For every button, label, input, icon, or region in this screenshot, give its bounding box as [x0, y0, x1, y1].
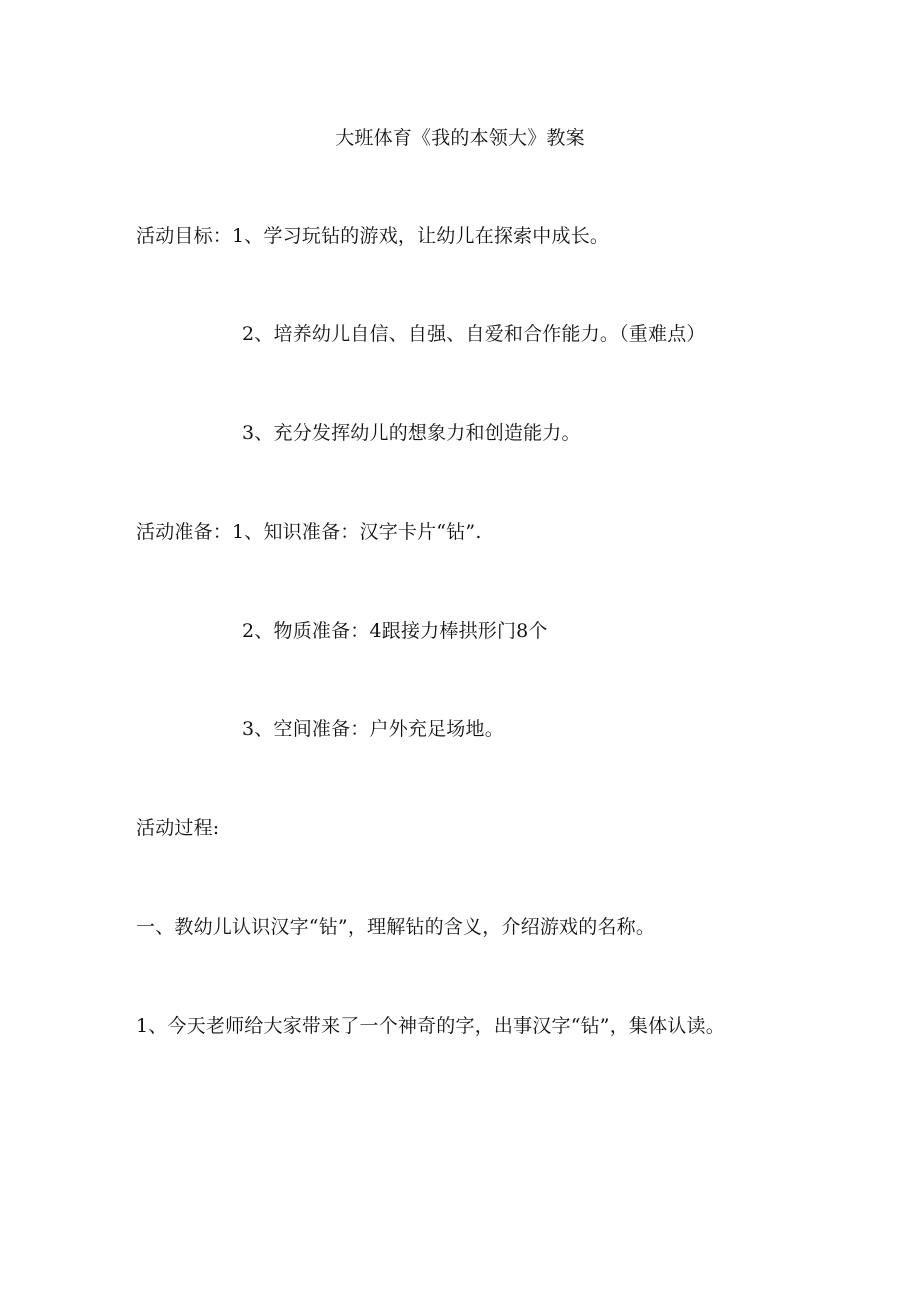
- process-label: 活动过程:: [136, 817, 220, 839]
- process-step: 一、教幼儿认识汉字“钻”，理解钻的含义，介绍游戏的名称。: [136, 916, 656, 938]
- goal-item: 3、充分发挥幼儿的想象力和创造能力。: [242, 422, 581, 444]
- goals-line-1: [136, 224, 609, 248]
- preparation-item: 3、空间准备：户外充足场地。: [242, 718, 504, 740]
- preparation-label: 活动准备：: [136, 521, 233, 543]
- goals-label: 活动目标：: [136, 225, 233, 247]
- process-substep: 1、今天老师给大家带来了一个神奇的字，出事汉字“钻”，集体认读。: [136, 1015, 725, 1037]
- preparation-item: 2、物质准备：4跟接力棒拱形门8个: [242, 620, 548, 642]
- preparation-line-1: [136, 520, 482, 544]
- document-title: 大班体育《我的本领大》教案: [335, 127, 585, 149]
- goal-item: 1、学习玩钻的游戏，让幼儿在探索中成长。: [232, 225, 610, 247]
- goal-item: 2、培养幼儿自信、自强、自爱和合作能力。（重难点）: [242, 323, 706, 345]
- preparation-item: 1、知识准备：汉字卡片“钻”.: [232, 521, 482, 543]
